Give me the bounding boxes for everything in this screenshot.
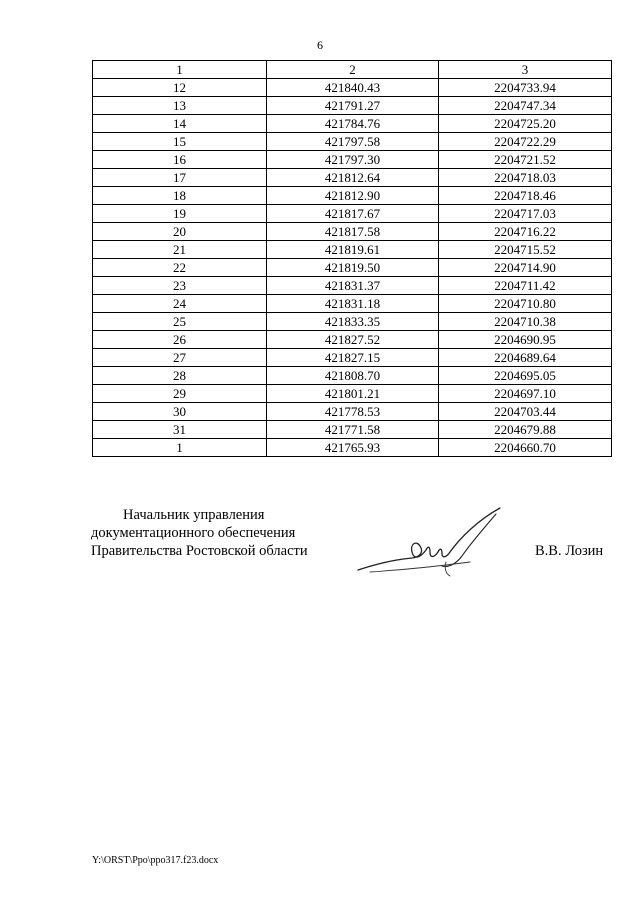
signatory-title-line-1: Начальник управления <box>123 507 265 523</box>
table-row <box>93 385 612 403</box>
page-number: 6 <box>317 38 323 52</box>
cell-point-number: 28 <box>93 367 267 385</box>
cell-point-number: 30 <box>93 403 267 421</box>
handwritten-signature <box>350 500 510 590</box>
table-row <box>93 241 612 259</box>
cell-y-coordinate: 2204716.22 <box>439 223 612 241</box>
signatory-title-line-2: документационного обеспечения <box>91 525 296 541</box>
table-row <box>93 79 612 97</box>
table-row <box>93 277 612 295</box>
cell-y-coordinate: 2204747.34 <box>439 97 612 115</box>
cell-y-coordinate: 2204697.10 <box>439 385 612 403</box>
cell-point-number: 26 <box>93 331 267 349</box>
cell-y-coordinate: 2204721.52 <box>439 151 612 169</box>
cell-x-coordinate: 421819.61 <box>267 241 439 259</box>
table-row <box>93 187 612 205</box>
header-cell-point: 1 <box>93 61 267 79</box>
table-row <box>93 169 612 187</box>
cell-x-coordinate: 421812.90 <box>267 187 439 205</box>
cell-y-coordinate: 2204695.05 <box>439 367 612 385</box>
table-row <box>93 403 612 421</box>
cell-x-coordinate: 421840.43 <box>267 79 439 97</box>
table-row <box>93 313 612 331</box>
table-row <box>93 367 612 385</box>
cell-y-coordinate: 2204718.46 <box>439 187 612 205</box>
cell-point-number: 13 <box>93 97 267 115</box>
table-row <box>93 151 612 169</box>
cell-x-coordinate: 421819.50 <box>267 259 439 277</box>
cell-x-coordinate: 421801.21 <box>267 385 439 403</box>
cell-y-coordinate: 2204715.52 <box>439 241 612 259</box>
cell-point-number: 16 <box>93 151 267 169</box>
header-cell-x: 2 <box>267 61 439 79</box>
cell-point-number: 22 <box>93 259 267 277</box>
cell-y-coordinate: 2204689.64 <box>439 349 612 367</box>
table-row <box>93 259 612 277</box>
table-row <box>93 421 612 439</box>
cell-point-number: 25 <box>93 313 267 331</box>
table-header-row <box>93 61 612 79</box>
cell-y-coordinate: 2204718.03 <box>439 169 612 187</box>
table-row <box>93 223 612 241</box>
cell-x-coordinate: 421833.35 <box>267 313 439 331</box>
table-row <box>93 133 612 151</box>
cell-y-coordinate: 2204710.80 <box>439 295 612 313</box>
file-path: Y:\ORST\Ppo\ppo317.f23.docx <box>92 855 219 866</box>
cell-x-coordinate: 421831.37 <box>267 277 439 295</box>
table-row <box>93 97 612 115</box>
cell-point-number: 20 <box>93 223 267 241</box>
cell-x-coordinate: 421797.58 <box>267 133 439 151</box>
cell-point-number: 1 <box>93 439 267 457</box>
cell-y-coordinate: 2204703.44 <box>439 403 612 421</box>
cell-x-coordinate: 421784.76 <box>267 115 439 133</box>
header-cell-y: 3 <box>439 61 612 79</box>
cell-point-number: 29 <box>93 385 267 403</box>
cell-x-coordinate: 421797.30 <box>267 151 439 169</box>
signatory-name: В.В. Лозин <box>535 543 604 559</box>
cell-x-coordinate: 421831.18 <box>267 295 439 313</box>
cell-x-coordinate: 421817.67 <box>267 205 439 223</box>
cell-point-number: 12 <box>93 79 267 97</box>
cell-point-number: 17 <box>93 169 267 187</box>
cell-x-coordinate: 421778.53 <box>267 403 439 421</box>
cell-y-coordinate: 2204714.90 <box>439 259 612 277</box>
signatory-title <box>91 506 308 560</box>
cell-y-coordinate: 2204733.94 <box>439 79 612 97</box>
cell-point-number: 31 <box>93 421 267 439</box>
cell-point-number: 18 <box>93 187 267 205</box>
cell-x-coordinate: 421791.27 <box>267 97 439 115</box>
cell-x-coordinate: 421812.64 <box>267 169 439 187</box>
table-row <box>93 205 612 223</box>
cell-y-coordinate: 2204679.88 <box>439 421 612 439</box>
cell-y-coordinate: 2204690.95 <box>439 331 612 349</box>
cell-y-coordinate: 2204660.70 <box>439 439 612 457</box>
signatory-title-line-3: Правительства Ростовской области <box>91 543 308 559</box>
cell-x-coordinate: 421827.15 <box>267 349 439 367</box>
cell-x-coordinate: 421808.70 <box>267 367 439 385</box>
table-row <box>93 439 612 457</box>
cell-x-coordinate: 421817.58 <box>267 223 439 241</box>
coordinates-table <box>92 60 612 457</box>
cell-point-number: 19 <box>93 205 267 223</box>
cell-point-number: 14 <box>93 115 267 133</box>
cell-point-number: 23 <box>93 277 267 295</box>
cell-point-number: 24 <box>93 295 267 313</box>
cell-x-coordinate: 421765.93 <box>267 439 439 457</box>
table-header <box>93 61 612 79</box>
cell-y-coordinate: 2204710.38 <box>439 313 612 331</box>
table-row <box>93 331 612 349</box>
cell-y-coordinate: 2204722.29 <box>439 133 612 151</box>
cell-point-number: 21 <box>93 241 267 259</box>
table-row <box>93 295 612 313</box>
cell-y-coordinate: 2204725.20 <box>439 115 612 133</box>
cell-x-coordinate: 421771.58 <box>267 421 439 439</box>
cell-y-coordinate: 2204711.42 <box>439 277 612 295</box>
cell-y-coordinate: 2204717.03 <box>439 205 612 223</box>
cell-x-coordinate: 421827.52 <box>267 331 439 349</box>
table-body <box>93 79 612 457</box>
table-row <box>93 349 612 367</box>
cell-point-number: 27 <box>93 349 267 367</box>
cell-point-number: 15 <box>93 133 267 151</box>
table-row <box>93 115 612 133</box>
